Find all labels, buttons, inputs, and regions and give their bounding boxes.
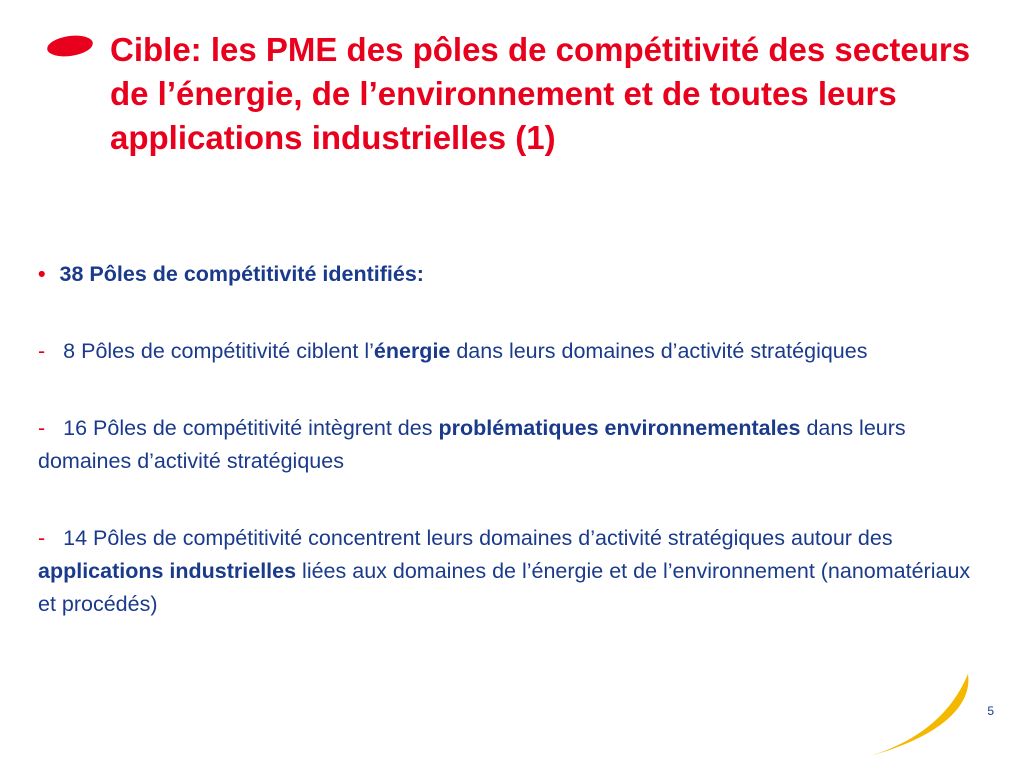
item-text: 16 Pôles de compétitivité intègrent des bbox=[63, 416, 439, 440]
item-text: dans leurs domaines d’activité stratégiques bbox=[450, 339, 868, 363]
page-number: 5 bbox=[987, 704, 994, 718]
slide-body bbox=[38, 258, 988, 665]
title-bullet-icon bbox=[46, 33, 94, 59]
dash-marker: - bbox=[38, 339, 46, 363]
swoosh-logo-icon bbox=[868, 672, 978, 760]
list-item bbox=[38, 522, 988, 621]
lead-bullet-item bbox=[38, 258, 988, 291]
item-text: liées aux domaines de l’énergie et de l’environnement (nanomatériaux et procédés) bbox=[38, 559, 971, 616]
dash-marker: - bbox=[38, 526, 46, 550]
item-emphasis: applications industrielles bbox=[38, 559, 297, 583]
item-text: dans leurs domaines d’activité stratégiques bbox=[38, 416, 906, 473]
list-item bbox=[38, 412, 988, 478]
item-text: 14 Pôles de compétitivité concentrent leurs domaines d’activité stratégiques autour des bbox=[63, 526, 893, 550]
item-text: 8 Pôles de compétitivité ciblent l’ bbox=[63, 339, 374, 363]
lead-text: 38 Pôles de compétitivité identifiés: bbox=[59, 262, 424, 286]
bullet-icon: • bbox=[38, 262, 46, 286]
item-emphasis: problématiques environnementales bbox=[438, 416, 801, 440]
list-item bbox=[38, 335, 988, 368]
item-emphasis: énergie bbox=[373, 339, 451, 363]
dash-marker: - bbox=[38, 416, 46, 440]
slide-title: Cible: les PME des pôles de compétitivité des secteurs de l’énergie, de l’environnement et de toutes leurs applications industrielles (1) bbox=[110, 31, 971, 156]
